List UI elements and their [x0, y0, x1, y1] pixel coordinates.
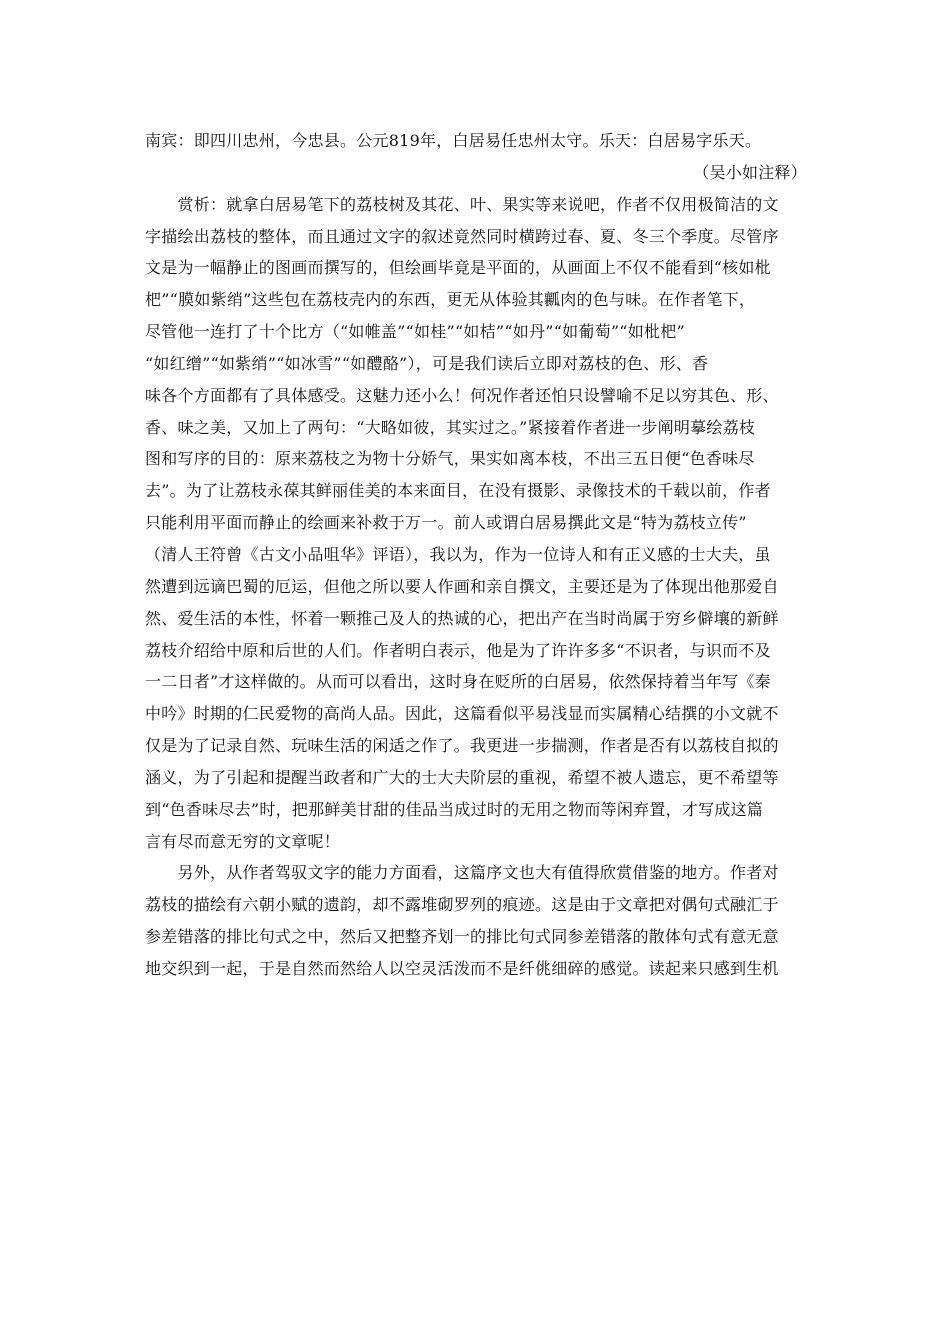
- text-line: 言有尽而意无穷的文章呢！: [145, 831, 341, 851]
- annotator-credit: （吴小如注释）: [693, 162, 807, 182]
- text-line: 字描绘出荔枝的整体，而且通过文字的叙述竟然同时横跨过春、夏、冬三个季度。尽管序: [145, 226, 779, 246]
- text-line: 然、爱生活的本性，怀着一颗推己及人的热诚的心，把出产在当时尚属于穷乡僻壤的新鲜: [145, 608, 779, 628]
- text-line: 尽管他一连打了十个比方（“如帷盖”“如桂”“如桔”“如丹”“如葡萄”“如枇杷”: [145, 322, 685, 342]
- text-line: 南宾：即四川忠州，今忠县。公元819年，白居易任忠州太守。乐天：白居易字乐天。: [145, 131, 762, 150]
- text-line: 去”。为了让荔枝永葆其鲜丽佳美的本来面目，在没有摄影、录像技术的千载以前，作者: [145, 481, 771, 501]
- text-line: 味各个方面都有了具体感受。这魅力还小么！何况作者还怕只设譬喻不足以穷其色、形、: [145, 385, 779, 405]
- text-line: “如红缯”“如紫绡”“如冰雪”“如醴酪”），可是我们读后立即对荔枝的色、形、香: [145, 353, 709, 373]
- text-line: 仅是为了记录自然、玩味生活的闲适之作了。我更进一步揣测，作者是否有以荔枝自拟的: [145, 736, 779, 756]
- text-line: 涵义，为了引起和提醒当政者和广大的士大夫阶层的重视，希望不被人遗忘，更不希望等: [145, 767, 779, 787]
- document-page: [145, 125, 807, 985]
- text-line: 香、味之美，又加上了两句：“大略如彼，其实过之。”紧接着作者进一步阐明摹绘荔枝: [145, 417, 756, 437]
- text-line: 地交织到一起，于是自然而然给人以空灵活泼而不是纤佻细碎的感觉。读起来只感到生机: [145, 958, 779, 978]
- text-line: 赏析：就拿白居易笔下的荔枝树及其花、叶、果实等来说吧，作者不仅用极简洁的文: [145, 194, 779, 214]
- text-line: 杷”“膜如紫绡”这些包在荔枝壳内的东西，更无从体验其瓤肉的色与味。在作者笔下，: [145, 290, 756, 310]
- text-line: 只能利用平面而静止的绘画来补救于万一。前人或谓白居易撰此文是“特为荔枝立传”: [145, 513, 747, 533]
- text-line: 一二日者”才这样做的。从而可以看出，这时身在贬所的白居易，依然保持着当年写《秦: [145, 672, 771, 692]
- text-line: 然遭到远谪巴蜀的厄运，但他之所以要人作画和亲自撰文，主要还是为了体现出他那爱自: [145, 576, 779, 596]
- text-line: 荔枝介绍给中原和后世的人们。作者明白表示，他是为了许许多多“不识者，与识而不及: [145, 640, 771, 660]
- text-line: 到“色香味尽去”时，把那鲜美甘甜的佳品当成过时的无用之物而等闲弃置，才写成这篇: [145, 799, 764, 819]
- text-line: 参差错落的排比句式之中，然后又把整齐划一的排比句式同参差错落的散体句式有意无意: [145, 927, 779, 947]
- text-line: 另外，从作者驾驭文字的能力方面看，这篇序文也大有值得欣赏借鉴的地方。作者对: [145, 863, 779, 883]
- text-line: （清人王符曾《古文小品咀华》评语），我以为，作为一位诗人和有正义感的士大夫，虽: [145, 544, 771, 564]
- text-line: 中吟》时期的仁民爱物的高尚人品。因此，这篇看似平易浅显而实属精心结撰的小文就不: [145, 704, 779, 724]
- text-line: 荔枝的描绘有六朝小赋的遗韵，却不露堆砌罗列的痕迹。这是由于文章把对偶句式融汇于: [145, 895, 779, 915]
- text-line: 文是为一幅静止的图画而撰写的，但绘画毕竟是平面的，从画面上不仅不能看到“核如枇: [145, 258, 771, 278]
- text-line: 图和写序的目的：原来荔枝之为物十分娇气，果实如离本枝，不出三五日便“色香味尽: [145, 449, 755, 469]
